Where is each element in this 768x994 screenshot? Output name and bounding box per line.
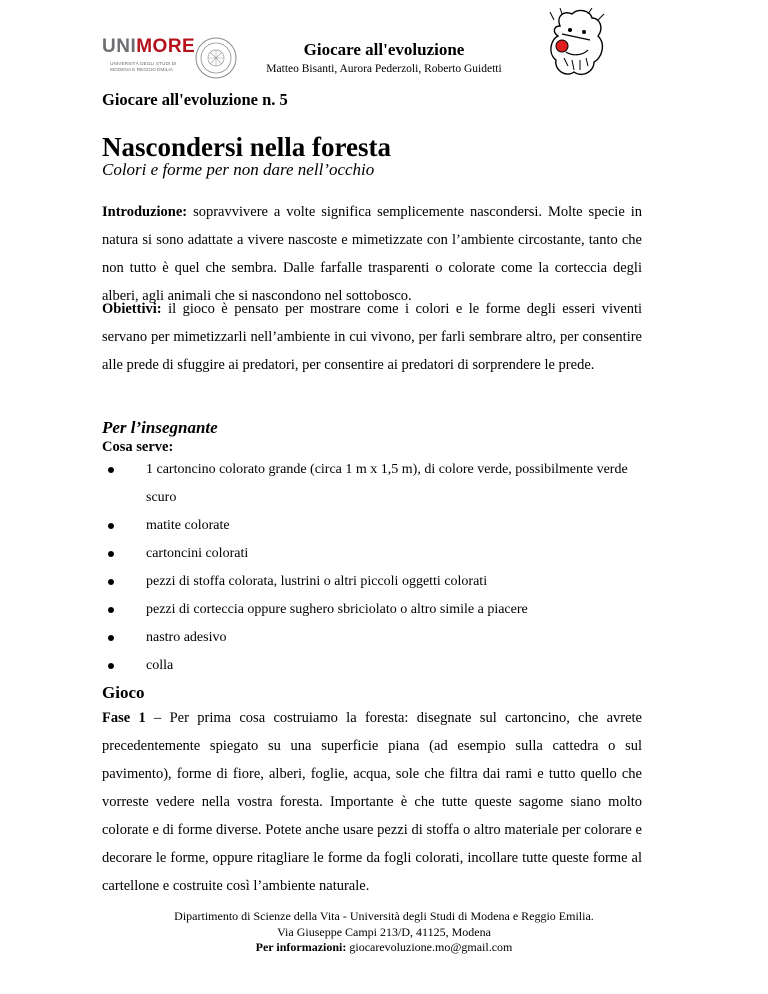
bullet-icon (108, 523, 114, 529)
intro-text: sopravvivere a volte significa semplicemente nascondersi. Molte specie in natura si sono adattate a vivere nascoste e mimetizzate con l’ambiente circostante, tanto che non tutto è quel che sembra. Dalle farfalle trasparenti o colorate come la corteccia degli alberi, agli animali che si nascondono nel sottobosco. (102, 204, 642, 304)
list-item-text: matite colorate (146, 518, 230, 533)
intro-label: Introduzione: (102, 204, 188, 220)
bullet-icon (108, 635, 114, 641)
section-heading-game: Gioco (102, 683, 145, 702)
footer-address: Via Giuseppe Campi 213/D, 41125, Modena (277, 924, 491, 939)
document-number: Giocare all'evoluzione n. 5 (102, 90, 288, 109)
phase1-paragraph (102, 704, 642, 900)
header-title: Giocare all'evoluzione (303, 40, 465, 59)
list-item (108, 568, 644, 596)
objectives-label: Obiettivi: (102, 301, 162, 317)
intro-paragraph (102, 198, 642, 310)
phase1-label: Fase 1 (102, 710, 146, 726)
objectives-text: il gioco è pensato per mostrare come i colori e le forme degli esseri viventi servano per mimetizzarli nell’ambiente in cui vivono, per farli sembrare altro, per consentire alle prede di sfuggire ai predatori, per consentire ai predatori di sorprendere le prede. (102, 301, 642, 373)
list-item-text: pezzi di corteccia oppure sughero sbriciolato o altro simile a piacere (146, 602, 528, 617)
bullet-icon (108, 607, 114, 613)
bullet-icon (108, 467, 114, 473)
page-title: Nascondersi nella foresta (102, 132, 391, 162)
unimore-wordmark-uni: UNI (102, 36, 137, 57)
phase1-text: – Per prima cosa costruiamo la foresta: disegnate sul cartoncino, che avrete precedentemente spiegato su una superficie piana (ad esempio sulla cattedra o sul pavimento), forme di fiore, alberi, foglie, acqua, sole che filtra dai rami e tutto quello che vorreste vedere nella vostra foresta. Importante è che tutte queste sagome siano molto colorate e di forme diverse. Potete anche usare pezzi di stoffa o altro materiale per colorare e decorare le forme, oppure ritagliare le forme da fogli colorati, incollare tutte queste forme al cartellone e costruite così l’ambiente naturale. (102, 710, 642, 894)
section-heading-teacher: Per l’insegnante (102, 418, 218, 437)
footer-info (0, 940, 768, 956)
bullet-icon (108, 551, 114, 557)
materials-label: Cosa serve: (102, 439, 174, 455)
list-item (108, 624, 644, 652)
list-item-text: cartoncini colorati (146, 546, 249, 561)
page-footer (0, 909, 768, 956)
clown-face-icon (542, 6, 612, 80)
list-item (108, 596, 644, 624)
bullet-icon (108, 663, 114, 669)
footer-info-label: Per informazioni: (255, 940, 347, 954)
list-item-text: nastro adesivo (146, 630, 227, 645)
list-item (108, 652, 644, 680)
list-item-text: 1 cartoncino colorato grande (circa 1 m x 1,5 m), di colore verde, possibilmente verde scuro (146, 462, 628, 505)
bullet-icon (108, 579, 114, 585)
footer-department: Dipartimento di Scienze della Vita - Università degli Studi di Modena e Reggio Emilia. (174, 909, 594, 923)
list-item (108, 512, 644, 540)
list-item (108, 540, 644, 568)
footer-email: giocarevoluzione.mo@gmail.com (346, 940, 513, 954)
list-item (108, 456, 644, 512)
unimore-subtitle: UNIVERSITÀ DEGLI STUDI DI MODENA E REGGIO EMILIA (110, 62, 177, 73)
unimore-wordmark-more: MORE (136, 36, 196, 57)
list-item-text: colla (146, 658, 174, 673)
materials-list (108, 456, 644, 680)
page-subtitle: Colori e forme per non dare nell’occhio (102, 160, 375, 179)
objectives-paragraph (102, 295, 642, 379)
header-authors: Matteo Bisanti, Aurora Pederzoli, Roberto Guidetti (266, 63, 502, 75)
list-item-text: pezzi di stoffa colorata, lustrini o altri piccoli oggetti colorati (146, 574, 488, 589)
